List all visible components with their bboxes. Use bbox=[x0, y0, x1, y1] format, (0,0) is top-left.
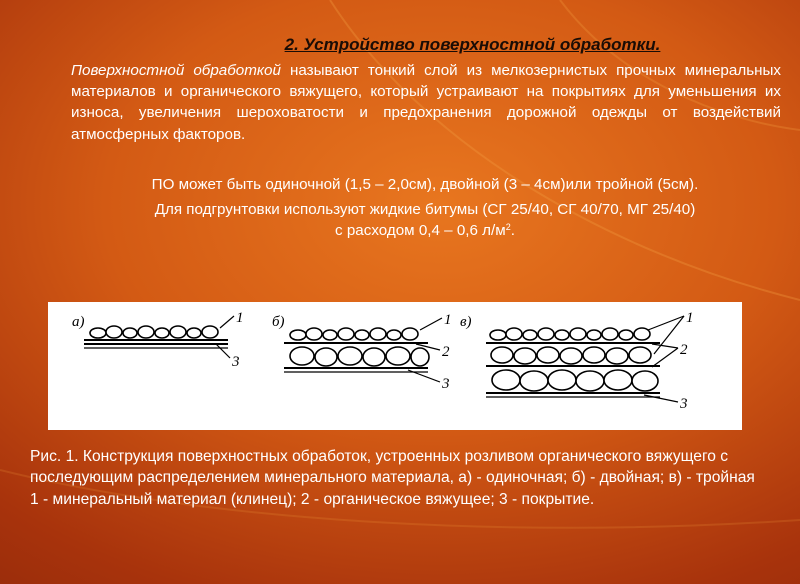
label-b-2: 2 bbox=[442, 344, 450, 360]
stones-b-top bbox=[290, 328, 418, 340]
label-b-1: 1 bbox=[444, 312, 452, 328]
thickness-line: ПО может быть одиночной (1,5 – 2,0см), двойной (3 – 4см)или тройной (5см). bbox=[151, 176, 699, 193]
figure-caption: Рис. 1. Конструкция поверхностных обработок, устроенных розливом органического вяжущего с последующим распределением минерального материала, а) - одиночная; б) - двойная; в) - тройная 1 - минеральный материал (клинец); 2 - органическое вяжущее; 3 - покрытие. bbox=[30, 448, 755, 508]
stones-c-top bbox=[490, 328, 650, 340]
label-a-3: 3 bbox=[232, 354, 240, 370]
definition-term: Поверхностной обработкой bbox=[71, 62, 281, 79]
definition-text: называют тонкий слой из мелкозернистых прочных минеральных материалов и органического вяжущего, который устраивают на покрытиях для уменьшения их износа, увеличения шероховатости и предохранения дорожной одежды от воздействий атмосферных факторов. bbox=[71, 62, 782, 143]
surface-treatment-diagram bbox=[48, 302, 742, 430]
label-a: а) bbox=[72, 314, 85, 330]
label-c-1: 1 bbox=[686, 310, 694, 326]
stones-c-middle bbox=[491, 347, 651, 364]
label-c-3: 3 bbox=[680, 396, 688, 412]
consumption-exponent: 2 bbox=[505, 222, 511, 232]
figure-diagram bbox=[48, 302, 742, 430]
label-c-2: 2 bbox=[680, 342, 688, 358]
label-b: б) bbox=[272, 314, 285, 330]
stones-c-bottom bbox=[492, 370, 658, 391]
slide-title: 2. Устройство поверхностной обработки. bbox=[284, 35, 661, 54]
stones-b-bottom bbox=[290, 347, 429, 366]
consumption-line bbox=[40, 222, 800, 239]
consumption-end: . bbox=[510, 222, 515, 239]
definition-paragraph bbox=[71, 60, 781, 145]
consumption-text: с расходом 0,4 – 0,6 л/м bbox=[335, 222, 506, 239]
primer-line: Для подгрунтовки используют жидкие битумы (СГ 25/40, СГ 40/70, МГ 25/40) bbox=[154, 201, 696, 218]
label-c: в) bbox=[460, 314, 472, 330]
label-a-1: 1 bbox=[236, 310, 244, 326]
stones-a bbox=[90, 326, 218, 338]
label-b-3: 3 bbox=[442, 376, 450, 392]
